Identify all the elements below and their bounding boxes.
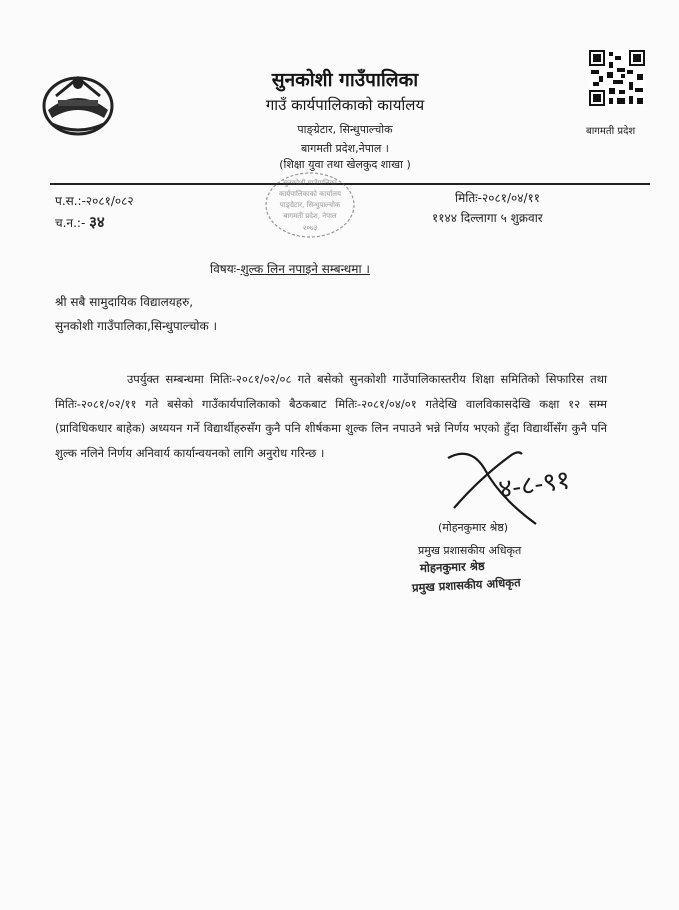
title-stamp: प्रमुख प्रशासकीय अधिकृत: [411, 575, 521, 595]
signature-date: ४-८-९१: [496, 465, 572, 505]
letter-date: मितिः-२०८१/०४/११: [455, 191, 540, 205]
dispatch-value: ३४: [89, 213, 105, 231]
subject-line: [210, 260, 370, 277]
dispatch-number: [55, 212, 105, 232]
stamp-text-line: बागमती प्रदेश, नेपाल: [283, 212, 337, 220]
handwritten-signature: [440, 438, 610, 528]
recipient-line: सुनकोशी गाउँपालिका,सिन्धुपाल्चोक ।: [55, 319, 218, 333]
address-line: बागमती प्रदेश,नेपाल ।: [301, 142, 389, 155]
signatory-title: प्रमुख प्रशासकीय अधिकृत: [418, 544, 522, 557]
province-label: बागमती प्रदेश: [586, 126, 636, 137]
stamp-text-line: पाङ्ग्रेटार, सिन्धुपाल्चोक: [279, 201, 341, 209]
nepal-sambat-date: ११४४ दिल्लागा ५ शुक्रवार: [432, 211, 543, 225]
dispatch-label: च.न.:-: [55, 216, 86, 230]
stamp-text-line: २०७३: [302, 224, 318, 232]
qr-code-icon: [589, 50, 645, 106]
body-paragraph: उपर्युक्त सम्बन्धमा मितिः-२०८१/०२/०८ गते बसेको सुनकोशी गाउँपालिकास्तरीय शिक्षा समितिको सिफारिस तथा मितिः-२०८१/०२/११ गते बसेको गाउँकार्यपालिकाको बैठकबाट मितिः-२०८१/०४/०१ गतेदेखि वालविकासदेखि कक्षा १२ सम्म (प्राविधिकधार बाहेक) अध्ययन गर्ने विद्यार्थीहरुसँग कुनै पनि शीर्षकमा शुल्क लिन नपाउने भन्ने निर्णय भएको हुँदा विद्यार्थीसँग कुनै पनि शुल्क नलिने निर्णय अनिवार्य कार्यान्वयनको लागि अनुरोध गरिन्छ ।: [55, 372, 607, 460]
office-name: गाउँ कार्यपालिकाको कार्यालय: [265, 96, 425, 114]
org-name: सुनकोशी गाउँपालिका: [271, 69, 419, 91]
office-round-stamp: [262, 170, 358, 240]
subject-text: शुल्क लिन नपाइने सम्बन्धमा ।: [240, 262, 370, 276]
letter-number: प.स.:-२०८१/०८२: [55, 194, 134, 208]
stamp-text-line: कार्यपालिकाको कार्यालय: [278, 190, 342, 198]
subject-label: विषयः-: [210, 262, 241, 276]
signatory-name: (मोहनकुमार श्रेष्ठ): [438, 521, 509, 534]
address-line: पाङ्ग्रेटार, सिन्धुपाल्चोक: [297, 123, 393, 136]
section-name: (शिक्षा युवा तथा खेलकुद शाखा ): [279, 158, 411, 171]
stamp-text-line: सुनकोशी गाउँपालिका: [283, 179, 337, 187]
name-stamp: मोहनकुमार श्रेष्ठ: [419, 558, 485, 576]
recipient-line: श्री सबै सामुदायिक विद्यालयहरु,: [55, 295, 194, 309]
nepal-emblem-icon: [38, 66, 118, 138]
